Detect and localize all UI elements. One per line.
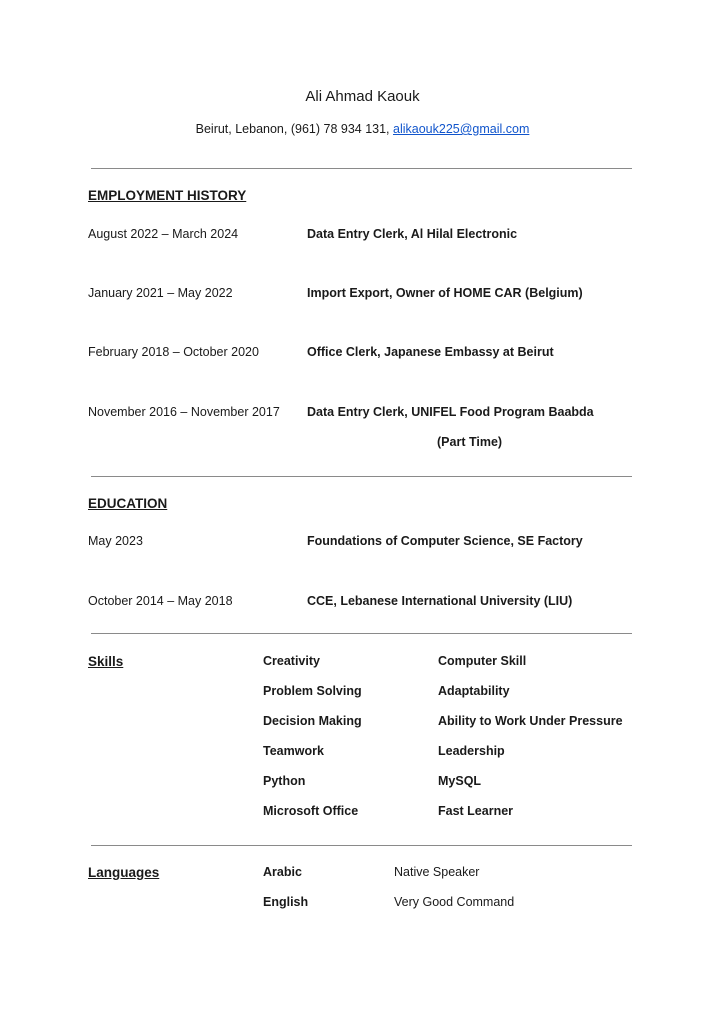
language-level: Native Speaker bbox=[394, 865, 480, 879]
divider bbox=[91, 845, 632, 846]
skill-item: Leadership bbox=[438, 744, 505, 758]
candidate-name: Ali Ahmad Kaouk bbox=[305, 88, 420, 105]
divider bbox=[91, 168, 632, 169]
employment-role: Import Export, Owner of HOME CAR (Belgium) bbox=[307, 286, 583, 300]
employment-role: Data Entry Clerk, UNIFEL Food Program Baabda bbox=[307, 405, 594, 419]
languages-heading: Languages bbox=[88, 865, 160, 880]
email-link[interactable]: alikaouk225@gmail.com bbox=[393, 122, 530, 136]
employment-date: February 2018 – October 2020 bbox=[88, 345, 259, 359]
skill-item: MySQL bbox=[438, 774, 482, 788]
skill-item: Fast Learner bbox=[438, 804, 514, 818]
divider bbox=[91, 476, 632, 477]
employment-date: August 2022 – March 2024 bbox=[88, 227, 239, 241]
education-heading: EDUCATION bbox=[88, 496, 168, 511]
education-date: May 2023 bbox=[88, 534, 143, 548]
skill-item: Creativity bbox=[263, 654, 320, 668]
language-name: Arabic bbox=[263, 865, 302, 879]
skill-item: Ability to Work Under Pressure bbox=[438, 714, 623, 728]
skill-item: Computer Skill bbox=[438, 654, 527, 668]
skill-item: Adaptability bbox=[438, 684, 510, 698]
language-level: Very Good Command bbox=[394, 895, 515, 909]
divider bbox=[91, 633, 632, 634]
employment-note: (Part Time) bbox=[437, 435, 503, 449]
skill-item: Microsoft Office bbox=[263, 804, 359, 818]
education-program: Foundations of Computer Science, SE Factory bbox=[307, 534, 583, 548]
language-name: English bbox=[263, 895, 309, 909]
contact-line bbox=[0, 122, 725, 136]
education-date: October 2014 – May 2018 bbox=[88, 594, 233, 608]
employment-date: January 2021 – May 2022 bbox=[88, 286, 233, 300]
skill-item: Teamwork bbox=[263, 744, 324, 758]
employment-role: Office Clerk, Japanese Embassy at Beirut bbox=[307, 345, 554, 359]
skill-item: Python bbox=[263, 774, 306, 788]
skill-item: Problem Solving bbox=[263, 684, 362, 698]
skills-heading: Skills bbox=[88, 654, 124, 669]
contact-details: Beirut, Lebanon, (961) 78 934 131, bbox=[195, 122, 393, 136]
skill-item: Decision Making bbox=[263, 714, 362, 728]
employment-heading: EMPLOYMENT HISTORY bbox=[88, 188, 247, 203]
employment-role: Data Entry Clerk, Al Hilal Electronic bbox=[307, 227, 518, 241]
employment-date: November 2016 – November 2017 bbox=[88, 405, 280, 419]
education-program: CCE, Lebanese International University (LIU) bbox=[307, 594, 573, 608]
